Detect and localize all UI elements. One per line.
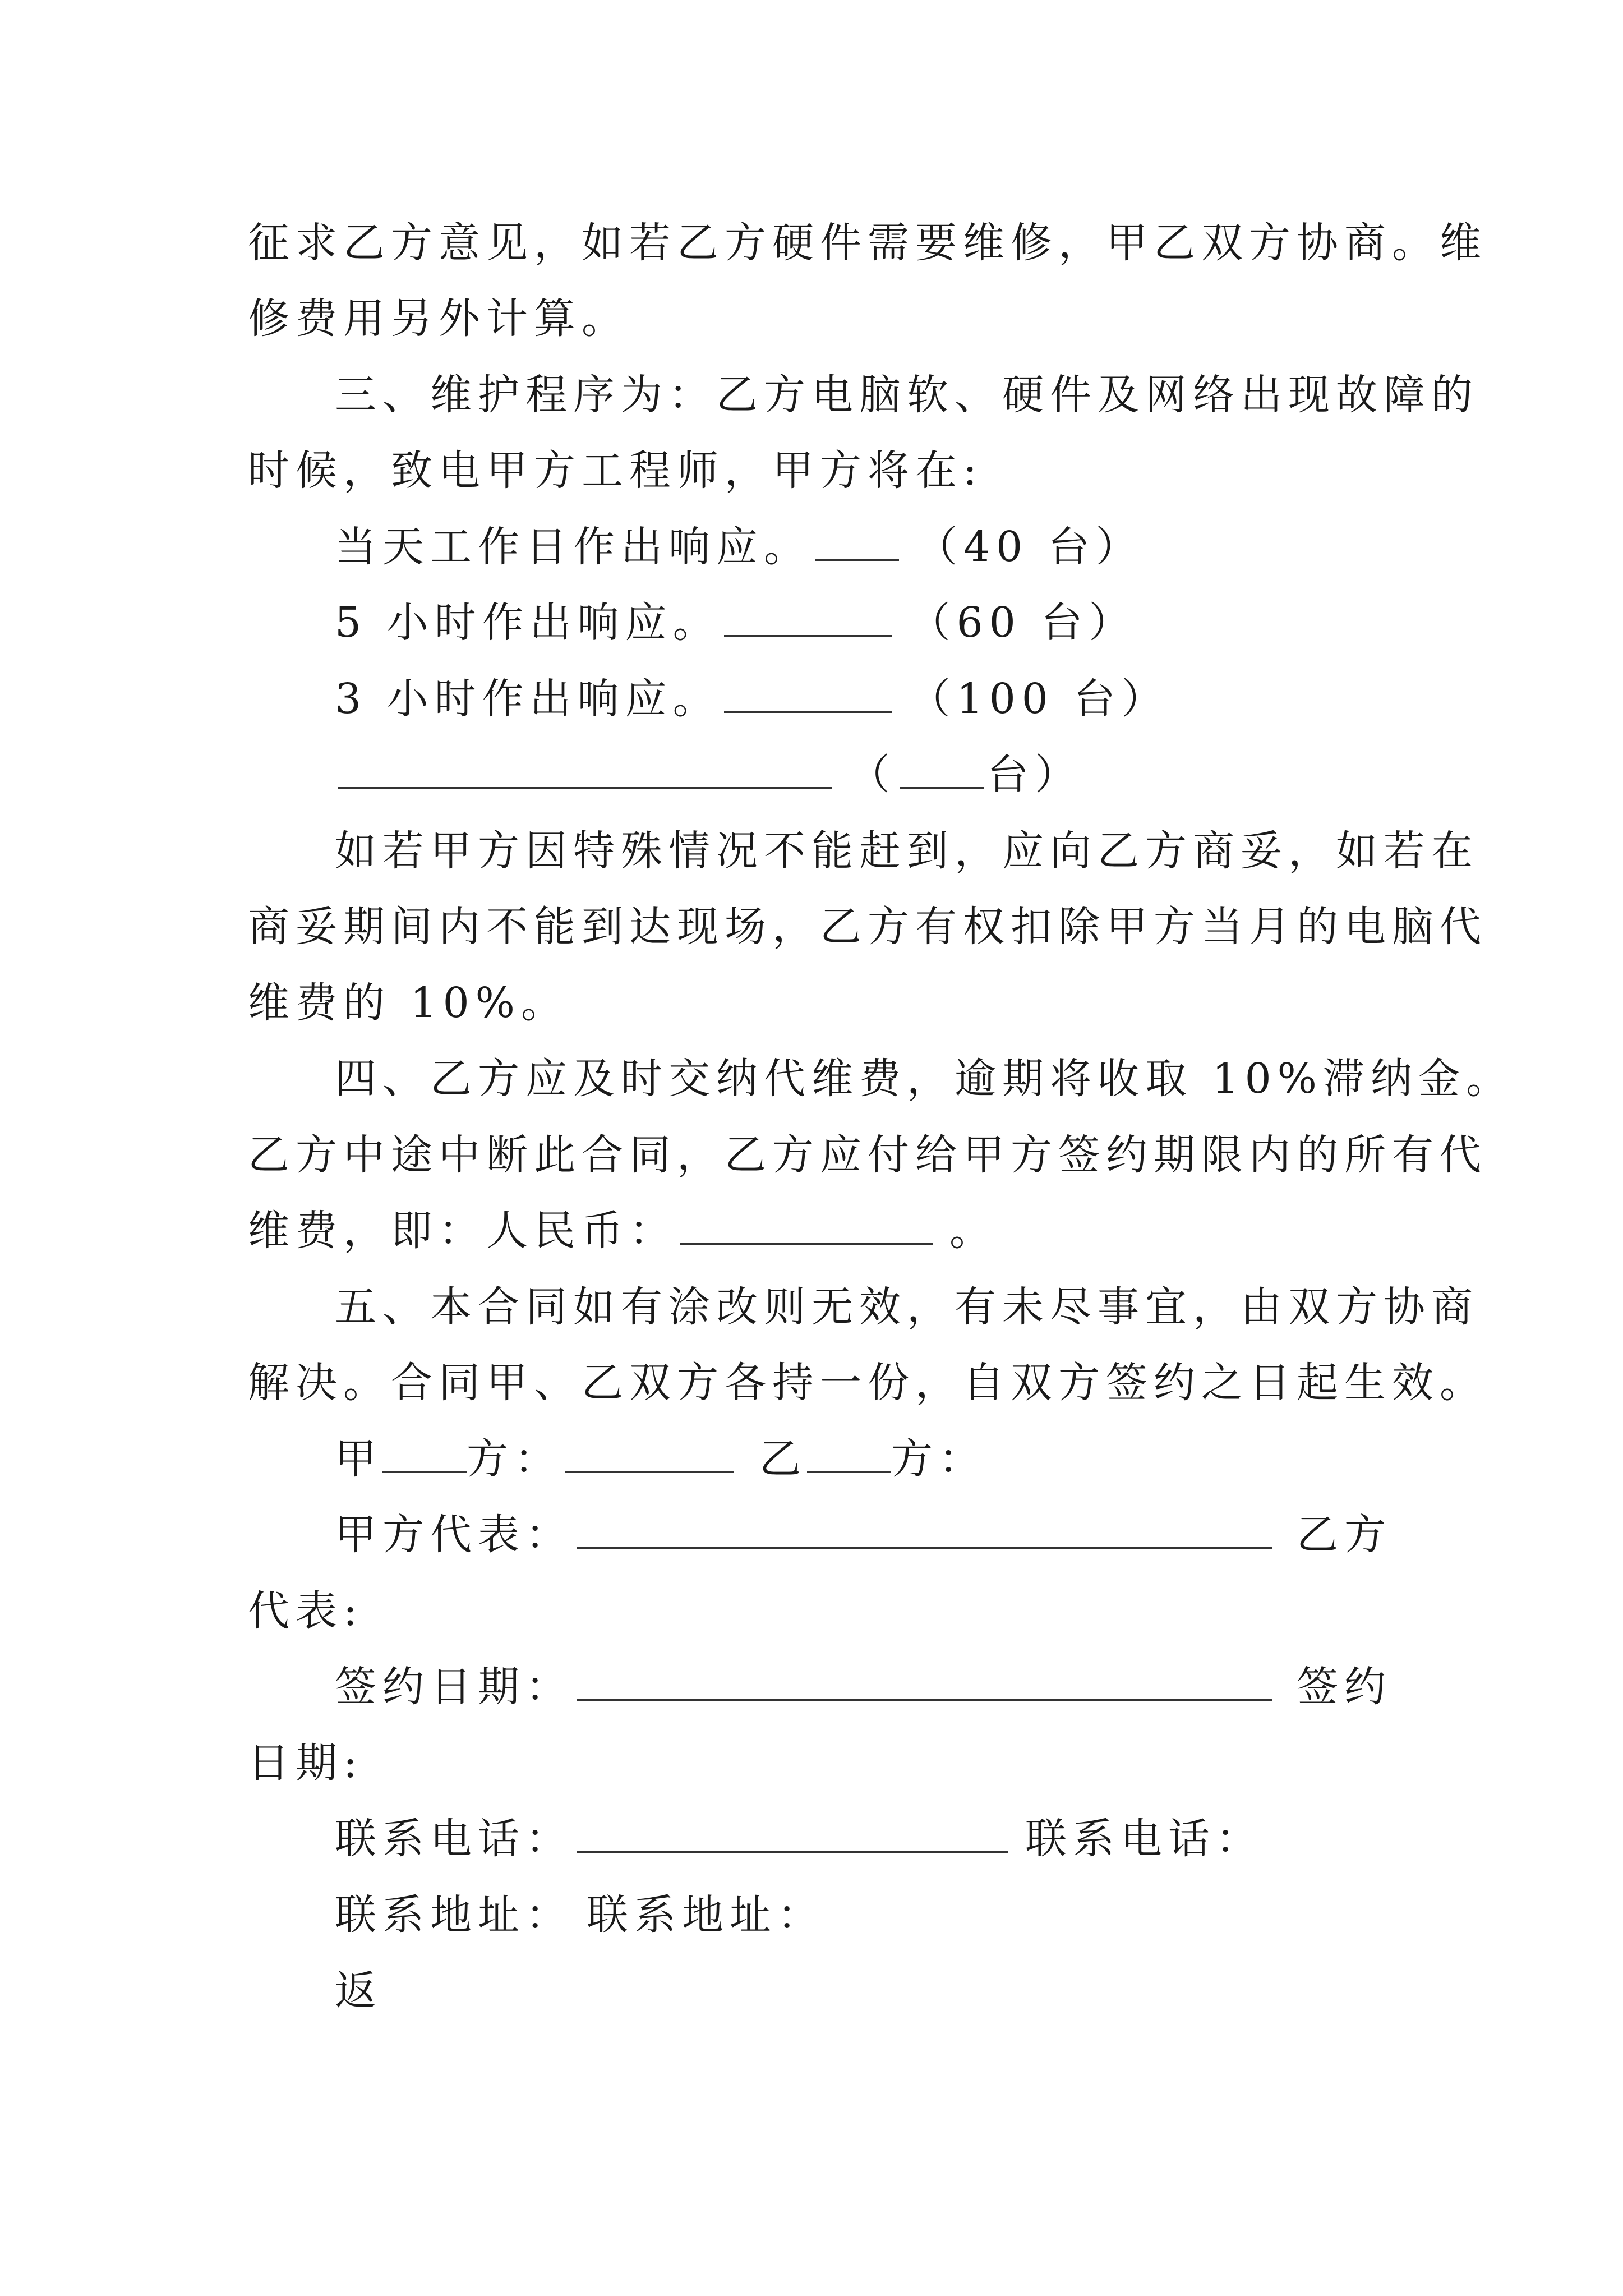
phone-a-label: 联系电话： bbox=[335, 1815, 573, 1863]
text-line: 日期: bbox=[248, 1739, 363, 1787]
response-option-custom bbox=[335, 747, 1479, 803]
response-option-qty: （100 台） bbox=[909, 675, 1169, 723]
rep-a-label: 甲方代表： bbox=[335, 1511, 573, 1559]
custom-close: 台） bbox=[987, 751, 1082, 799]
party-b-label: 方： bbox=[891, 1435, 986, 1483]
party-line bbox=[335, 1431, 1479, 1487]
text-line: 修费用另外计算。 bbox=[248, 295, 629, 343]
address-a-label: 联系地址： bbox=[335, 1891, 573, 1939]
checkbox-blank[interactable] bbox=[724, 674, 892, 713]
party-a-gap bbox=[382, 1434, 467, 1473]
party-a-label: 方： bbox=[467, 1435, 562, 1483]
date-line bbox=[335, 1659, 1392, 1715]
party-a-name-field[interactable] bbox=[565, 1434, 734, 1473]
return-text: 返 bbox=[335, 1967, 382, 2015]
fee-prefix: 维费，即：人民币： bbox=[248, 1207, 677, 1255]
response-option-qty: （60 台） bbox=[909, 599, 1137, 647]
representative-line bbox=[335, 1507, 1392, 1563]
text-line: 征求乙方意见，如若乙方硬件需要维修，甲乙双方协商。维 bbox=[248, 219, 1487, 267]
response-option-1 bbox=[335, 519, 1479, 575]
response-option-label: 当天工作日作出响应。 bbox=[335, 523, 811, 571]
section-three-heading: 三、维护程序为：乙方电脑软、硬件及网络出现故障的 bbox=[335, 371, 1479, 419]
party-b-char: 乙 bbox=[759, 1435, 807, 1483]
fee-line bbox=[248, 1203, 1392, 1259]
fee-amount-blank[interactable] bbox=[680, 1206, 933, 1245]
date-a-field[interactable] bbox=[577, 1662, 1272, 1701]
address-b-label: 联系地址： bbox=[587, 1891, 825, 1939]
response-option-qty: （40 台） bbox=[916, 523, 1144, 571]
rep-a-field[interactable] bbox=[577, 1510, 1272, 1549]
response-option-2 bbox=[335, 595, 1479, 651]
text-line: 时候，致电甲方工程师，甲方将在: bbox=[248, 447, 983, 495]
text-line: 乙方中途中断此合同，乙方应付给甲方签约期限内的所有代 bbox=[248, 1131, 1487, 1179]
section-four-heading: 四、乙方应及时交纳代维费，逾期将收取 10%滞纳金。 bbox=[335, 1055, 1514, 1103]
party-b-gap bbox=[807, 1434, 891, 1473]
text-line: 商妥期间内不能到达现场，乙方有权扣除甲方当月的电脑代 bbox=[248, 903, 1487, 951]
address-line bbox=[335, 1887, 1479, 1943]
response-option-label: 3 小时作出响应。 bbox=[335, 675, 721, 723]
rep-b-label: 乙方 bbox=[1297, 1511, 1392, 1559]
phone-a-field[interactable] bbox=[577, 1814, 1008, 1853]
custom-qty-blank[interactable] bbox=[900, 750, 984, 789]
phone-b-label: 联系电话： bbox=[1025, 1815, 1264, 1863]
response-option-3 bbox=[335, 671, 1479, 727]
text-line: 维费的 10%。 bbox=[248, 979, 569, 1027]
text-line: 代表: bbox=[248, 1587, 363, 1635]
text-line: 如若甲方因特殊情况不能赶到，应向乙方商妥，如若在 bbox=[335, 827, 1479, 875]
custom-open-paren: （ bbox=[849, 751, 896, 799]
checkbox-blank[interactable] bbox=[724, 598, 892, 637]
phone-line bbox=[335, 1811, 1479, 1867]
section-five-heading: 五、本合同如有涂改则无效，有未尽事宜，由双方协商 bbox=[335, 1283, 1479, 1331]
party-a-char: 甲 bbox=[335, 1435, 382, 1483]
checkbox-blank[interactable] bbox=[815, 522, 899, 561]
date-a-label: 签约日期： bbox=[335, 1663, 573, 1711]
custom-option-blank[interactable] bbox=[338, 750, 832, 789]
response-option-label: 5 小时作出响应。 bbox=[335, 599, 721, 647]
date-b-label: 签约 bbox=[1297, 1663, 1392, 1711]
text-line: 解决。合同甲、乙双方各持一份，自双方签约之日起生效。 bbox=[248, 1359, 1487, 1407]
fee-suffix: 。 bbox=[949, 1207, 997, 1255]
